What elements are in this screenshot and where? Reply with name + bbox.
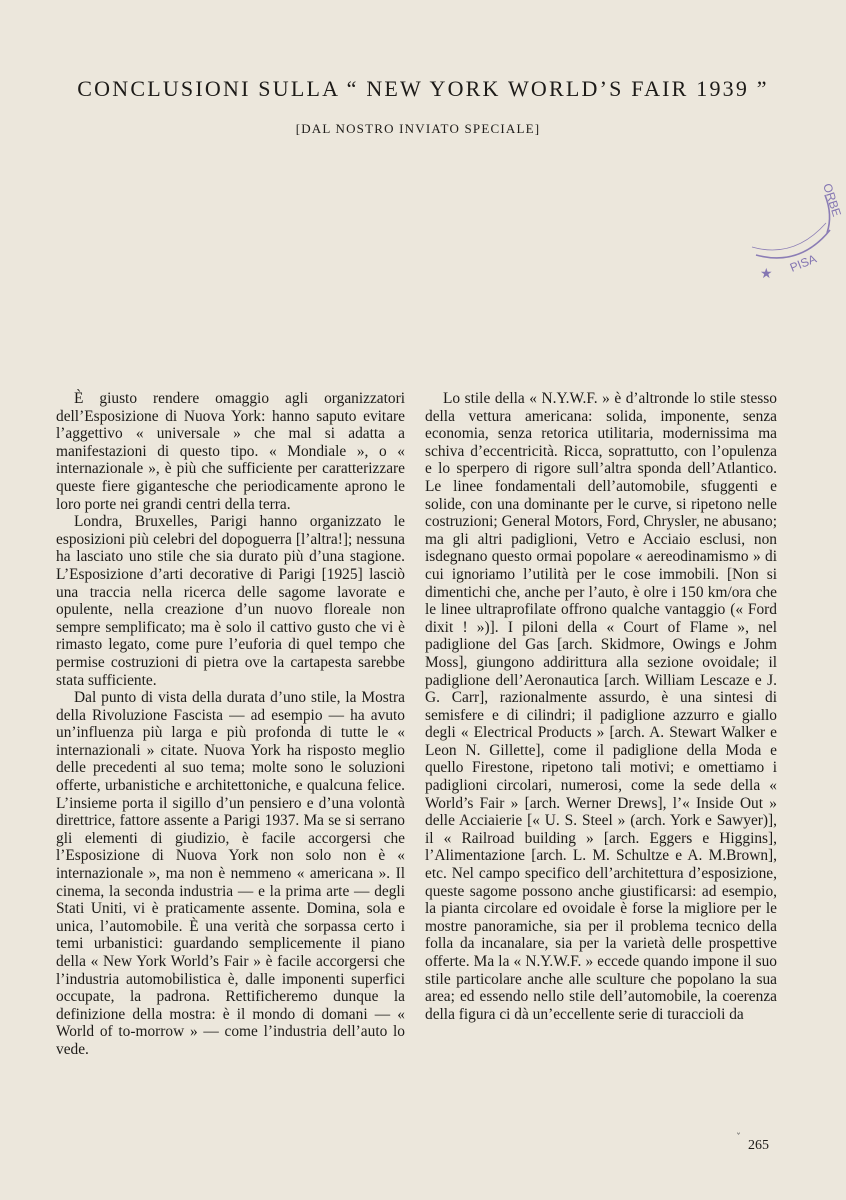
library-stamp: [730, 175, 845, 285]
paragraph: Londra, Bruxelles, Parigi hanno organizzato le esposizioni più celebri del dopoguerra [l’altra!]; nessuna ha lasciato uno stile che sia durato più d’una stagione. L’Esposizione d’arti decorative di Parigi [1925] lasciò una traccia nella ricerca delle sagome lavorate e opulente, nella creazione d’un nuovo floreale non sempre semplificato; ma è solo il cattivo gusto che vi è rimasto legato, come pure l’euforia di quel tempo che permise costruzioni di pietra ove la cartapesta sarebbe stata sufficiente.: [56, 513, 405, 689]
stamp-top-text: ORBE: [820, 181, 844, 219]
paragraph: Dal punto di vista della durata d’uno stile, la Mostra della Rivoluzione Fascista — ad esempio — ha avuto un’influenza più larga e più profonda di tutte le « internazionali » citate. Nuova York ha risposto meglio delle precedenti al suo tema; molte sono le soluzioni offerte, urbanistiche e architettoniche, e qualcuna felice. L’insieme porta il sigillo d’un pensiero e d’una volontà direttrice, fattore assente a Parigi 1937. Ma se si serrano gli elementi di giudizio, è facile accorgersi che l’Esposizione di Nuova York non solo non è « internazionale », ma non è nemmeno « americana ». Il cinema, la seconda industria — e la prima arte — degli Stati Uniti, vi è praticamente assente. Domina, sola e unica, l’automobile. È una verità che sorpassa certo i temi urbanistici: guardando semplicemente il piano della « New York World’s Fair » è facile accorgersi che l’industria automobilistica è, dalle imponenti superfici occupate, la padrona. Rettificheremo dunque la definizione della mostra: è il mondo di domani — « World of to-morrow » — come l’industria dell’auto lo vede.: [56, 689, 405, 1058]
paragraph: Lo stile della « N.Y.W.F. » è d’altronde lo stile stesso della vettura americana: solida, imponente, senza economia, senza retorica utilitaria, modernissima ma schiva d’eccentricità. Ricca, soprattutto, con l’opulenza e lo sperpero di rigore sull’altra sponda dell’Atlantico. Le linee fondamentali dell’automobile, sfuggenti e solide, con una dominante per le curve, si ripetono nelle costruzioni; General Motors, Ford, Chrysler, ne abusano; ma gli altri padiglioni, Vetro e Acciaio esclusi, non isdegnano questo ormai popolare « aereodinamismo » di cui ignoriamo l’utilità per le cose immobili. [Non si dimentichi che, anche per l’auto, è olre i 150 km/ora che le linee ultraprofilate offrono qualche vantaggio (« Ford dixit ! »)]. I piloni della « Court of Flame », nel padiglione del Gas [arch. Skidmore, Owings e Johm Moss], giungono addirittura alla sezione ovoidale; il padiglione dell’Aeronautica [arch. William Lescaze e J. G. Carr], razionalmente assurdo, è una sintesi di semisfere e di cilindri; il padiglione azzurro e giallo degli « Electrical Products » [arch. A. Stewart Walker e Leon N. Gillette], come il padiglione della Moda e quello Firestone, ripetono tali motivi; e omettiamo i padiglioni circolari, numerosi, come la sede della « World’s Fair » [arch. Werner Drews], l’« Inside Out » delle Acciaierie [« U. S. Steel » (arch. York e Sawyer)], il « Railroad building » [arch. Eggers e Higgins], l’Alimentazione [arch. L. M. Schultze e A. M.Brown], etc. Nel campo specifico dell’architettura d’esposizione, queste sagome possono anche giustificarsi: ad esempio, la pianta circolare ed ovoidale è forse la migliore per le mostre panoramiche, sia per il problema tecnico della folla da incanalare, sia per la varietà delle prospettive offerte. Ma la « N.Y.W.F. » eccede quando impone il suo stile particolare anche alle sculture che popolano la sua area; ed essendo nello stile dell’automobile, la coerenza della figura ci dà un’eccellente serie di turaccioli da: [425, 390, 777, 1023]
paragraph: È giusto rendere omaggio agli organizzatori dell’Esposizione di Nuova York: hanno saputo evitare l’aggettivo « universale » che mal si adatta a manifestazioni di questo tipo. « Mondiale », o « internazionale », è più che sufficiente per caratterizzare queste fiere gigantesche che periodicamente aprono le loro porte nei grandi centri della terra.: [56, 390, 405, 513]
article-title: CONCLUSIONI SULLA “ NEW YORK WORLD’S FAIR 1939 ”: [77, 76, 769, 101]
article-subtitle: [DAL NOSTRO INVIATO SPECIALE]: [295, 121, 541, 136]
tick-mark-icon: ˇ: [736, 1133, 741, 1144]
right-column: [425, 390, 777, 1023]
left-column: [56, 390, 405, 1059]
page-number: 265: [748, 1138, 769, 1153]
stamp-star-icon: ★: [760, 266, 773, 282]
stamp-bottom-text: PISA: [787, 251, 819, 275]
